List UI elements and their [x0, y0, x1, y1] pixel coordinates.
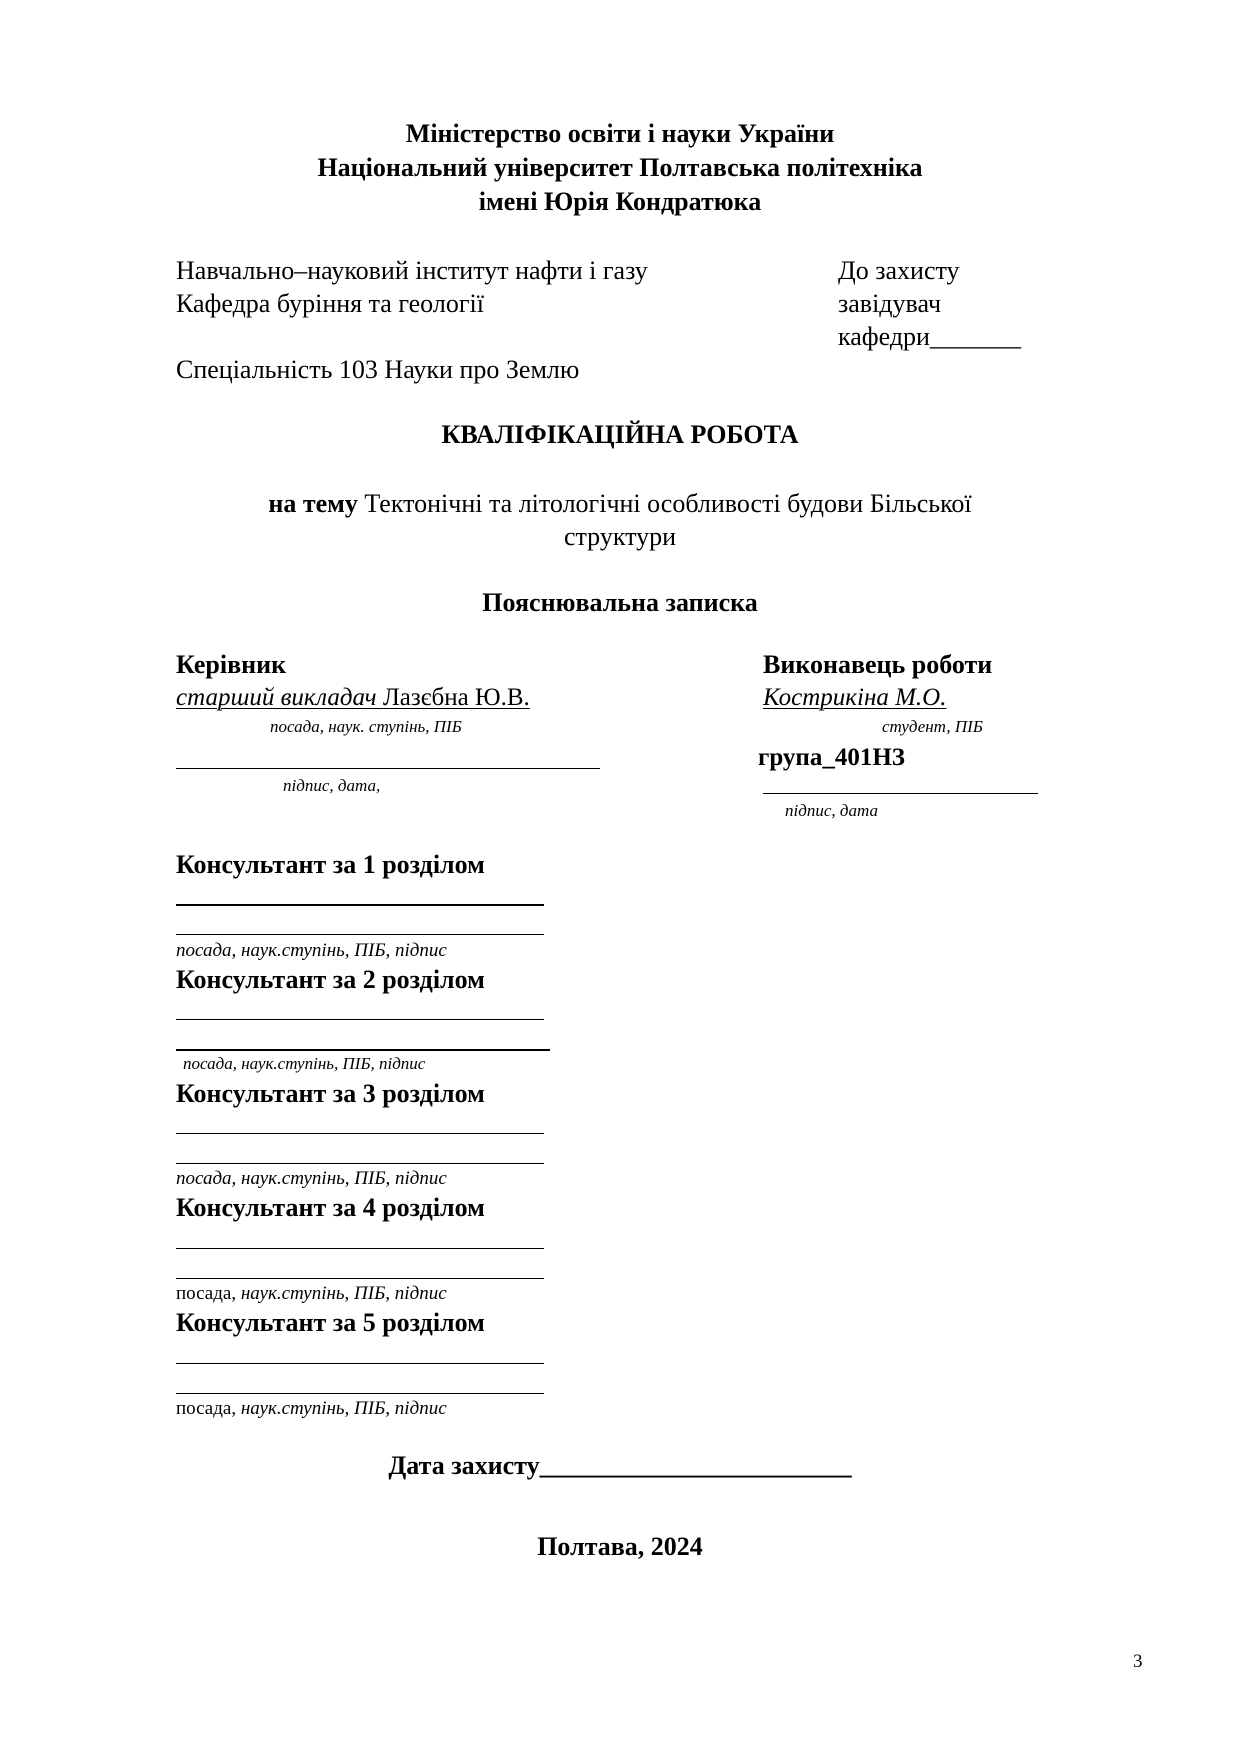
consultant-4-caption: [176, 1282, 447, 1306]
document-title: КВАЛІФІКАЦІЙНА РОБОТА: [441, 420, 799, 449]
supervisor-caption: посада, наук. ступінь, ПІБ: [270, 717, 462, 736]
consultant-5-caption: [176, 1397, 447, 1421]
explanatory-note-title: Пояснювальна записка: [482, 588, 758, 617]
consultant-1-line-1: [176, 904, 544, 906]
consultant-2-line-1: [176, 1019, 544, 1020]
consultant-5-heading: Консультант за 5 розділом: [176, 1308, 485, 1337]
consultant-2-heading: Консультант за 2 розділом: [176, 965, 485, 994]
ministry-heading: Міністерство освіти і науки України: [405, 119, 835, 148]
consultant-4-line-1: [176, 1248, 544, 1249]
consultant-5-line-1: [176, 1363, 544, 1364]
approval-line-1: До захисту: [838, 256, 960, 285]
consultant-3-heading: Консультант за 3 розділом: [176, 1079, 485, 1108]
university-name-heading: імені Юрія Кондратюка: [478, 187, 762, 216]
consultant-1-caption-italic: посада, наук.ступінь, ПІБ, підпис: [176, 940, 447, 961]
topic-text-2: структури: [563, 522, 677, 551]
topic-label: на тему: [268, 489, 358, 518]
performer-group: група_401НЗ: [758, 744, 905, 771]
consultant-1-caption: [176, 939, 447, 963]
approval-line-2: завідувач: [838, 289, 942, 318]
supervisor-line: [176, 681, 530, 714]
approval-line-3: кафедри_______: [838, 322, 1021, 351]
supervisor-position: старший викладач: [176, 684, 383, 711]
consultant-5-caption-italic: наук.ступінь, ПІБ, підпис: [240, 1398, 447, 1419]
page-number: 3: [1133, 1651, 1143, 1672]
consultant-1-heading: Консультант за 1 розділом: [176, 850, 485, 879]
department-name: Кафедра буріння та геології: [176, 289, 484, 318]
city-year: Полтава, 2024: [537, 1532, 703, 1561]
consultant-5-line-2: [176, 1393, 544, 1394]
performer-signature-line: [763, 793, 1038, 794]
consultant-3-caption: [176, 1167, 447, 1191]
university-heading: Національний університет Полтавська політехніка: [317, 153, 923, 182]
consultant-2-line-2: [176, 1049, 550, 1051]
consultant-4-caption-plain: посада,: [176, 1283, 241, 1304]
supervisor-signature-caption: підпис, дата,: [283, 776, 381, 795]
consultant-3-caption-italic: посада, наук.ступінь, ПІБ, підпис: [176, 1168, 447, 1189]
performer-heading: Виконавець роботи: [763, 650, 993, 679]
supervisor-signature-line: [176, 768, 600, 769]
performer-signature-caption: підпис, дата: [785, 801, 878, 820]
topic-text-1: Тектонічні та літологічні особливості будови Більської: [364, 489, 972, 518]
consultant-2-caption-italic: посада, наук.ступінь, ПІБ, підпис: [183, 1054, 426, 1073]
consultant-4-line-2: [176, 1278, 544, 1279]
performer-caption: студент, ПІБ: [882, 717, 983, 736]
consultant-1-line-2: [176, 934, 544, 935]
defense-date: Дата захисту________________________: [388, 1451, 852, 1480]
consultant-4-heading: Консультант за 4 розділом: [176, 1193, 485, 1222]
consultant-3-line-2: [176, 1163, 544, 1164]
consultant-2-caption: [183, 1053, 425, 1075]
performer-name: Кострикіна М.О.: [763, 684, 947, 711]
supervisor-heading: Керівник: [176, 650, 287, 679]
institute-name: Навчально–науковий інститут нафти і газу: [176, 256, 648, 285]
consultant-5-caption-plain: посада,: [176, 1398, 241, 1419]
topic-line-1: [0, 487, 1240, 521]
specialty-name: Спеціальність 103 Науки про Землю: [176, 355, 580, 384]
consultant-3-line-1: [176, 1133, 544, 1134]
supervisor-name: Лазєбна Ю.В.: [382, 684, 530, 711]
consultant-4-caption-italic: наук.ступінь, ПІБ, підпис: [240, 1283, 447, 1304]
